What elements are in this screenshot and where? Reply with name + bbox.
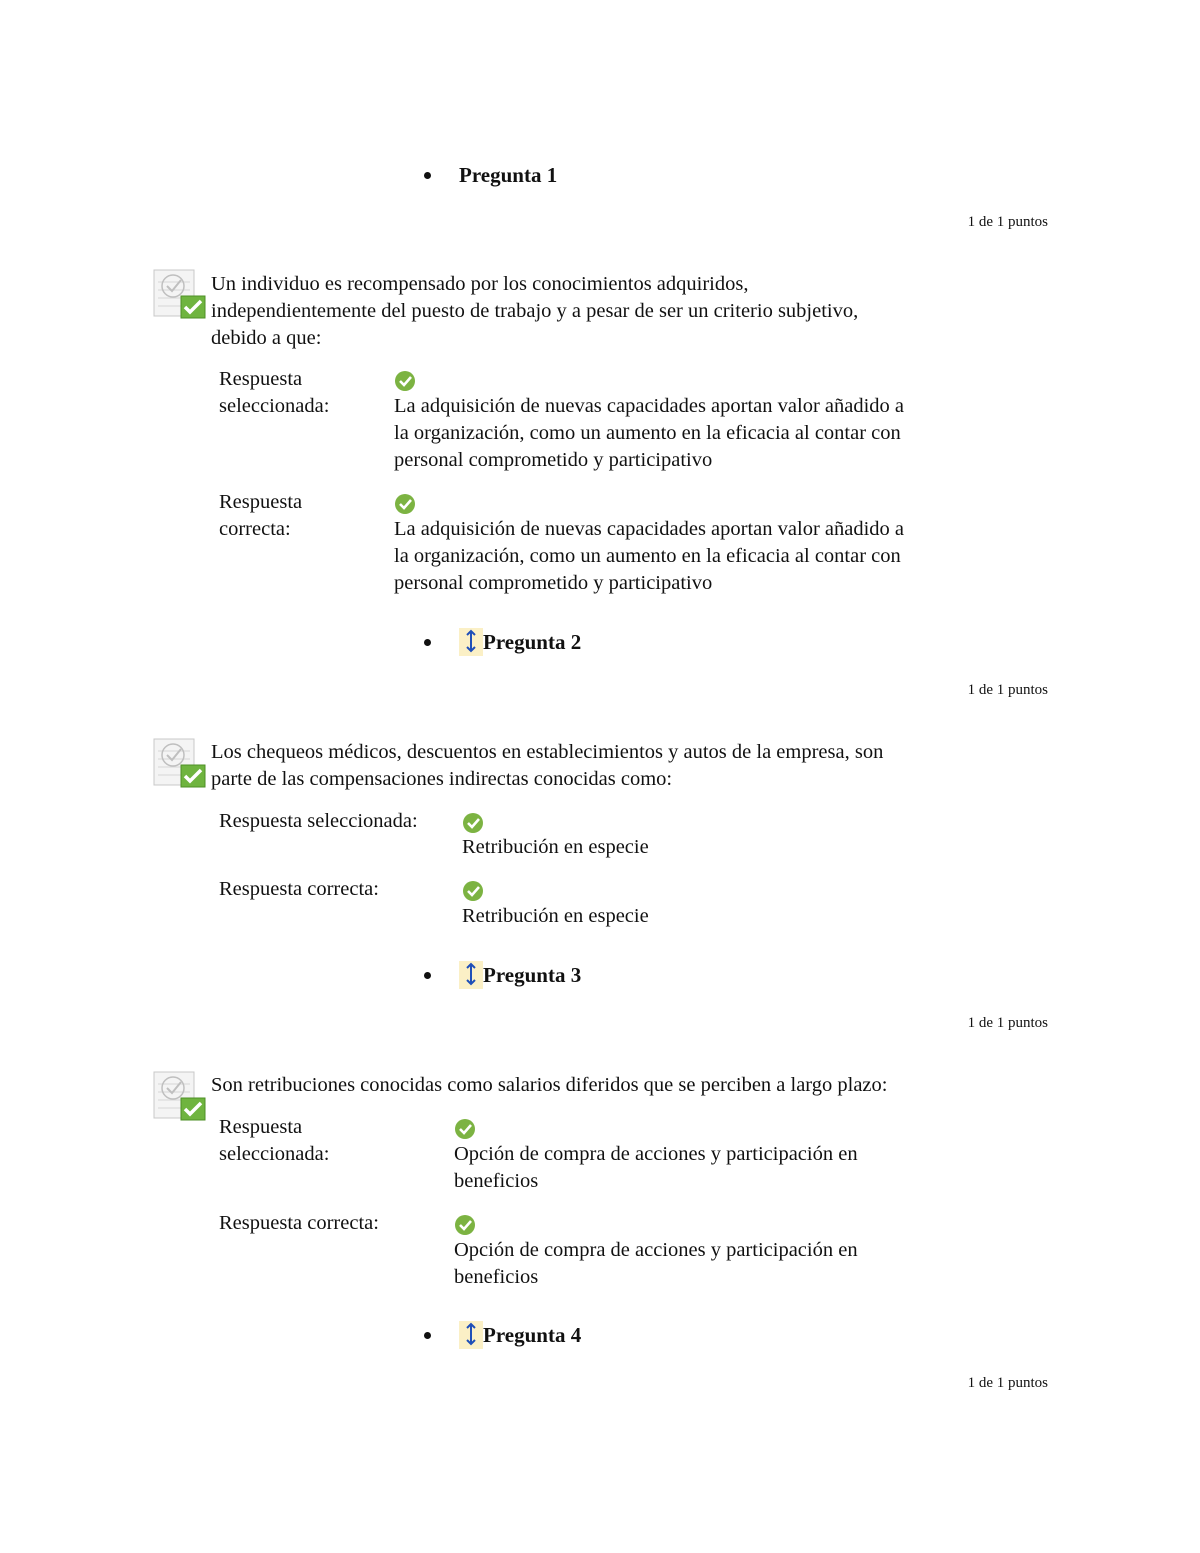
question-points: 1 de 1 puntos bbox=[967, 214, 1048, 230]
move-arrow-icon[interactable] bbox=[459, 961, 483, 989]
graded-correct-icon bbox=[153, 1070, 207, 1122]
bullet bbox=[424, 1332, 431, 1339]
question-title: Pregunta 4 bbox=[483, 1322, 582, 1347]
selected-answer-label: Respuesta seleccionada: bbox=[219, 1116, 330, 1165]
question-title: Pregunta 2 bbox=[483, 629, 582, 654]
question-points: 1 de 1 puntos bbox=[967, 682, 1048, 698]
selected-answer: La adquisición de nuevas capacidades aportan valor añadido a la organización, como un aumento en la eficacia al contar con personal comprometido y participativo bbox=[394, 395, 905, 471]
correct-answer: Opción de compra de acciones y participación en beneficios bbox=[454, 1239, 858, 1288]
correct-check-icon bbox=[394, 493, 416, 515]
correct-answer-label: Respuesta correcta: bbox=[219, 1212, 379, 1234]
correct-check-icon bbox=[394, 370, 416, 392]
correct-check-icon bbox=[454, 1118, 476, 1140]
selected-answer-label: Respuesta seleccionada: bbox=[219, 810, 418, 832]
question-4-header bbox=[424, 1321, 581, 1349]
bullet bbox=[424, 639, 431, 646]
correct-check-icon bbox=[462, 880, 484, 902]
question-1-header bbox=[424, 163, 557, 188]
correct-answer-label: Respuesta correcta: bbox=[219, 491, 303, 540]
correct-check-icon bbox=[462, 812, 484, 834]
selected-answer-label: Respuesta seleccionada: bbox=[219, 368, 330, 417]
question-points: 1 de 1 puntos bbox=[967, 1375, 1048, 1391]
correct-check-icon bbox=[454, 1214, 476, 1236]
correct-answer: La adquisición de nuevas capacidades aportan valor añadido a la organización, como un aumento en la eficacia al contar con personal comprometido y participativo bbox=[394, 518, 905, 594]
bullet bbox=[424, 972, 431, 979]
question-title: Pregunta 3 bbox=[483, 962, 582, 987]
graded-correct-icon bbox=[153, 737, 207, 789]
question-text: Los chequeos médicos, descuentos en establecimientos y autos de la empresa, son parte de las compensaciones indirectas conocidas como: bbox=[211, 741, 884, 790]
question-3-header bbox=[424, 961, 581, 989]
graded-correct-icon bbox=[153, 268, 207, 320]
question-text: Son retribuciones conocidas como salarios diferidos que se perciben a largo plazo: bbox=[211, 1074, 888, 1096]
bullet bbox=[424, 172, 431, 179]
question-text: Un individuo es recompensado por los conocimientos adquiridos, independientemente del puesto de trabajo y a pesar de ser un criterio subjetivo, debido a que: bbox=[211, 273, 859, 349]
move-arrow-icon[interactable] bbox=[459, 628, 483, 656]
selected-answer: Retribución en especie bbox=[462, 836, 649, 858]
selected-answer: Opción de compra de acciones y participación en beneficios bbox=[454, 1143, 858, 1192]
move-arrow-icon[interactable] bbox=[459, 1321, 483, 1349]
question-title: Pregunta 1 bbox=[459, 163, 558, 187]
correct-answer: Retribución en especie bbox=[462, 905, 649, 927]
correct-answer-label: Respuesta correcta: bbox=[219, 878, 379, 900]
question-points: 1 de 1 puntos bbox=[967, 1015, 1048, 1031]
question-2-header bbox=[424, 628, 581, 656]
